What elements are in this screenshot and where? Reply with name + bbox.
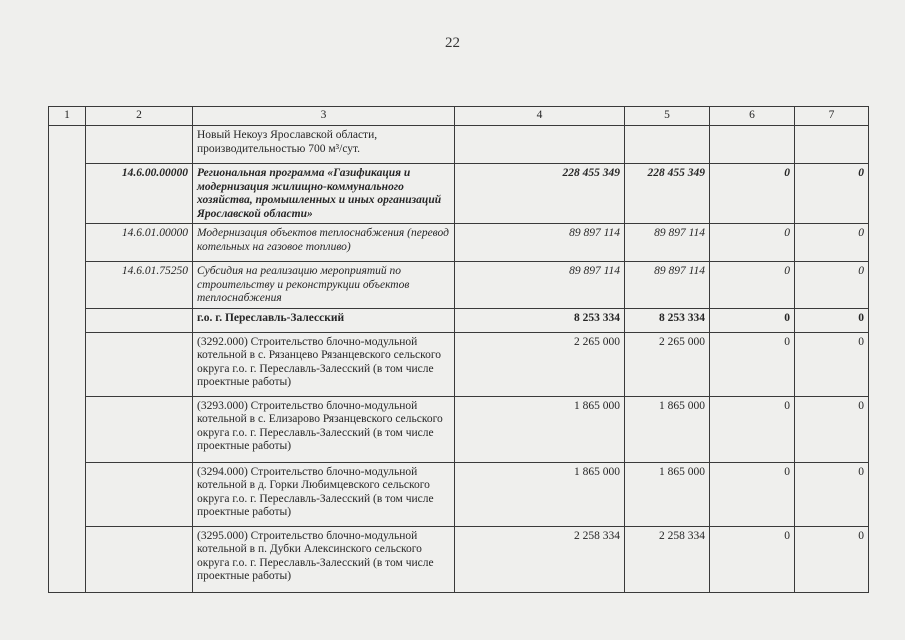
name-cell: Субсидия на реализацию мероприятий по строительству и реконструкции объектов теплоснабжения [193, 262, 455, 309]
table-row [49, 126, 869, 164]
table-row [49, 332, 869, 396]
code-cell [86, 462, 193, 526]
budget-table [48, 106, 869, 593]
amount-cell: 0 [710, 332, 795, 396]
code-cell [86, 526, 193, 592]
amount-cell: 0 [795, 462, 869, 526]
column-header: 5 [625, 107, 710, 126]
amount-total-cell: 8 253 334 [455, 308, 625, 332]
amount-cell: 0 [710, 462, 795, 526]
amount-cell: 0 [710, 164, 795, 224]
amount-cell [625, 126, 710, 164]
amount-cell: 2 265 000 [625, 332, 710, 396]
amount-cell: 0 [710, 262, 795, 309]
amount-cell: 0 [795, 224, 869, 262]
code-cell: 14.6.00.00000 [86, 164, 193, 224]
amount-total-cell: 228 455 349 [455, 164, 625, 224]
amount-cell: 0 [710, 308, 795, 332]
name-cell: Региональная программа «Газификация и модернизация жилищно-коммунального хозяйства, промышленных и иных организаций Ярославской области» [193, 164, 455, 224]
row-number-cell [49, 526, 86, 592]
code-cell: 14.6.01.75250 [86, 262, 193, 309]
code-cell: 14.6.01.00000 [86, 224, 193, 262]
name-cell: (3292.000) Строительство блочно-модульной котельной в с. Рязанцево Рязанцевского сельского округа г.о. г. Переславль-Залесский (в том числе проектные работы) [193, 332, 455, 396]
column-header: 7 [795, 107, 869, 126]
row-number-cell [49, 262, 86, 309]
amount-cell [710, 126, 795, 164]
table-header-row [49, 107, 869, 126]
amount-cell: 0 [795, 262, 869, 309]
table-row [49, 526, 869, 592]
amount-total-cell: 89 897 114 [455, 224, 625, 262]
amount-cell [795, 126, 869, 164]
amount-cell: 89 897 114 [625, 262, 710, 309]
table-row [49, 308, 869, 332]
amount-total-cell: 2 265 000 [455, 332, 625, 396]
column-header: 3 [193, 107, 455, 126]
table-row [49, 262, 869, 309]
code-cell [86, 396, 193, 462]
column-header: 6 [710, 107, 795, 126]
amount-cell: 0 [710, 526, 795, 592]
table-row [49, 462, 869, 526]
amount-cell: 0 [795, 164, 869, 224]
amount-cell: 8 253 334 [625, 308, 710, 332]
row-number-cell [49, 224, 86, 262]
row-number-cell [49, 126, 86, 164]
amount-cell: 2 258 334 [625, 526, 710, 592]
row-number-cell [49, 164, 86, 224]
amount-cell: 228 455 349 [625, 164, 710, 224]
row-number-cell [49, 462, 86, 526]
code-cell [86, 308, 193, 332]
amount-cell: 0 [710, 396, 795, 462]
column-header: 2 [86, 107, 193, 126]
amount-cell: 1 865 000 [625, 396, 710, 462]
name-cell: (3293.000) Строительство блочно-модульной котельной в с. Елизарово Рязанцевского сельского округа г.о. г. Переславль-Залесский (в том числе проектные работы) [193, 396, 455, 462]
name-cell: Модернизация объектов теплоснабжения (перевод котельных на газовое топливо) [193, 224, 455, 262]
amount-cell: 0 [795, 526, 869, 592]
amount-cell: 0 [710, 224, 795, 262]
amount-cell: 1 865 000 [625, 462, 710, 526]
row-number-cell [49, 308, 86, 332]
code-cell [86, 332, 193, 396]
amount-total-cell: 1 865 000 [455, 396, 625, 462]
name-cell: (3295.000) Строительство блочно-модульной котельной в п. Дубки Алексинского сельского округа г.о. г. Переславль-Залесский (в том числе проектные работы) [193, 526, 455, 592]
amount-total-cell: 89 897 114 [455, 262, 625, 309]
column-header: 4 [455, 107, 625, 126]
amount-cell: 89 897 114 [625, 224, 710, 262]
table-row [49, 224, 869, 262]
row-number-cell [49, 332, 86, 396]
column-header: 1 [49, 107, 86, 126]
amount-total-cell: 1 865 000 [455, 462, 625, 526]
page-number: 22 [445, 35, 460, 51]
name-cell: г.о. г. Переславль-Залесский [193, 308, 455, 332]
table-row [49, 164, 869, 224]
amount-total-cell: 2 258 334 [455, 526, 625, 592]
code-cell [86, 126, 193, 164]
table-row [49, 396, 869, 462]
amount-cell: 0 [795, 396, 869, 462]
amount-cell: 0 [795, 308, 869, 332]
name-cell: Новый Некоуз Ярославской области, производительностью 700 м³/сут. [193, 126, 455, 164]
name-cell: (3294.000) Строительство блочно-модульной котельной в д. Горки Любимцевского сельского округа г.о. г. Переславль-Залесский (в том числе проектные работы) [193, 462, 455, 526]
amount-total-cell [455, 126, 625, 164]
amount-cell: 0 [795, 332, 869, 396]
row-number-cell [49, 396, 86, 462]
